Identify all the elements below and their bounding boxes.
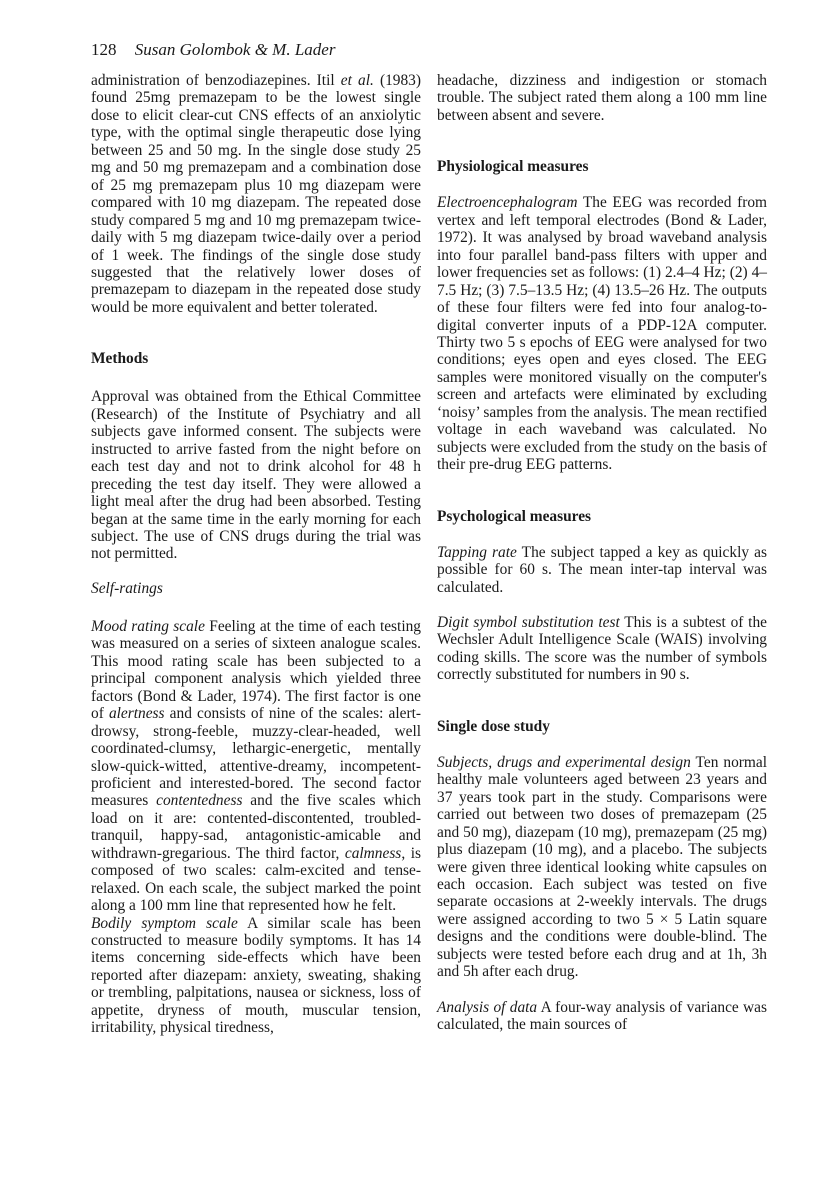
physiological-heading: Physiological measures <box>437 158 589 176</box>
continuation-paragraph: headache, dizziness and indigestion or stomach trouble. The subject rated them along a 100 mm line between absent and severe. <box>437 72 767 124</box>
subjects-paragraph: Subjects, drugs and experimental design Ten normal healthy male volunteers aged between 23 years and 37 years took part in the study. Comparisons were carried out between two doses of premazepam (25 and 50 mg), diazepam (10 mg), premazepam (25 mg) plus diazepam (10 mg), and a placebo. The subjects were given three identical looking white capsules on each occasion. Each subject was tested on five separate occasions at 2-weekly intervals. The drugs were assigned according to two 5 × 5 Latin square designs and the conditions were double-blind. The subjects were tested before each drug and at 1h, 3h and 5h after each drug. <box>437 753 767 981</box>
page-number: 128 <box>91 40 117 59</box>
left-column <box>91 72 421 1037</box>
methods-heading: Methods <box>91 350 149 368</box>
running-header <box>91 40 335 60</box>
single-dose-heading: Single dose study <box>437 717 550 735</box>
digit-symbol-paragraph: Digit symbol substitution test This is a subtest of the Wechsler Adult Intelligence Scale (WAIS) involving coding skills. The score was the number of symbols correctly substituted for numbers in 90 s. <box>437 613 767 684</box>
intro-paragraph: administration of benzodiazepines. Itil et al. (1983) found 25mg premazepam to be the lowest single dose to elicit clear-cut CNS effects of an anxiolytic type, with the optimal single therapeutic dose lying between 25 and 50 mg. In the single dose study 25 mg and 50 mg premazepam and a combination dose of 25 mg premazepam plus 10 mg diazepam were compared with 10 mg diazepam. The repeated dose study compared 5 mg and 10 mg premazepam twice-daily with 5 mg diazepam twice-daily over a period of 1 week. The findings of the single dose study suggested that the relatively lower doses of premazepam to diazepam in the repeated dose study would be more equivalent and better tolerated. <box>91 72 421 316</box>
mood-rating-paragraph: Mood rating scale Feeling at the time of each testing was measured on a series of sixteen analogue scales. This mood rating scale has been subjected to a principal component analysis which yielded three factors (Bond & Lader, 1974). The first factor is one of alertness and consists of nine of the scales: alert-drowsy, strong-feeble, muzzy-clear-headed, well coordinated-clumsy, lethargic-energetic, mentally slow-quick-witted, attentive-dreamy, incompetent-proficient and interested-bored. The second factor measures contentedness and the five scales which load on it are: contented-discontented, troubled-tranquil, happy-sad, antagonistic-amicable and withdrawn-gregarious. The third factor, calmness, is composed of two scales: calm-excited and tense-relaxed. On each scale, the subject marked the point along a 100 mm line that represented how he felt. <box>91 617 421 915</box>
right-column <box>437 72 767 1034</box>
running-authors: Susan Golombok & M. Lader <box>134 40 336 59</box>
tapping-runin: Tapping rate <box>437 543 517 561</box>
bodily-symptom-runin: Bodily symptom scale <box>91 914 238 932</box>
tapping-paragraph: Tapping rate The subject tapped a key as quickly as possible for 60 s. The mean inter-tap interval was calculated. <box>437 543 767 596</box>
eeg-paragraph: Electroencephalogram The EEG was recorded from vertex and left temporal electrodes (Bond & Lader, 1972). It was analysed by broad waveband analysis into four parallel band-pass filters with upper and lower frequencies set as follows: (1) 2.4–4 Hz; (2) 4–7.5 Hz; (3) 7.5–13.5 Hz; (4) 13.5–26 Hz. The outputs of these four filters were fed into four analog-to-digital converter inputs of a PDP-12A computer. Thirty two 5 s epochs of EEG were analysed for two conditions; eyes open and eyes closed. The EEG samples were monitored visually on the computer's screen and artefacts were eliminated by excluding ‘noisy’ samples from the analysis. The mean rectified voltage in each waveband was calculated. No subjects were excluded from the study on the basis of their pre-drug EEG patterns. <box>437 194 767 474</box>
psychological-heading: Psychological measures <box>437 507 592 525</box>
bodily-symptom-paragraph: Bodily symptom scale A similar scale has been constructed to measure bodily symptoms. It has 14 items concerning side-effects which have been reported after diazepam: anxiety, sweating, shaking or trembling, palpitations, nausea or sickness, loss of appetite, dryness of mouth, muscular tension, irritability, physical tiredness, <box>91 914 421 1037</box>
analysis-paragraph: Analysis of data A four-way analysis of variance was calculated, the main sources of <box>437 998 767 1034</box>
self-ratings-heading: Self-ratings <box>91 579 163 597</box>
subjects-runin: Subjects, drugs and experimental design <box>437 753 691 771</box>
analysis-runin: Analysis of data <box>437 998 538 1016</box>
digit-symbol-runin: Digit symbol substitution test <box>437 613 620 631</box>
mood-rating-runin: Mood rating scale <box>91 617 205 635</box>
methods-paragraph: Approval was obtained from the Ethical Committee (Research) of the Institute of Psychiatry and all subjects gave informed consent. The subjects were instructed to arrive fasted from the night before on each test day and not to drink alcohol for 48 h preceding the test day itself. They were allowed a light meal after the drug had been absorbed. Testing began at the same time in the early morning for each subject. The use of CNS drugs during the trial was not permitted. <box>91 388 421 563</box>
eeg-runin: Electroencephalogram <box>437 194 578 212</box>
